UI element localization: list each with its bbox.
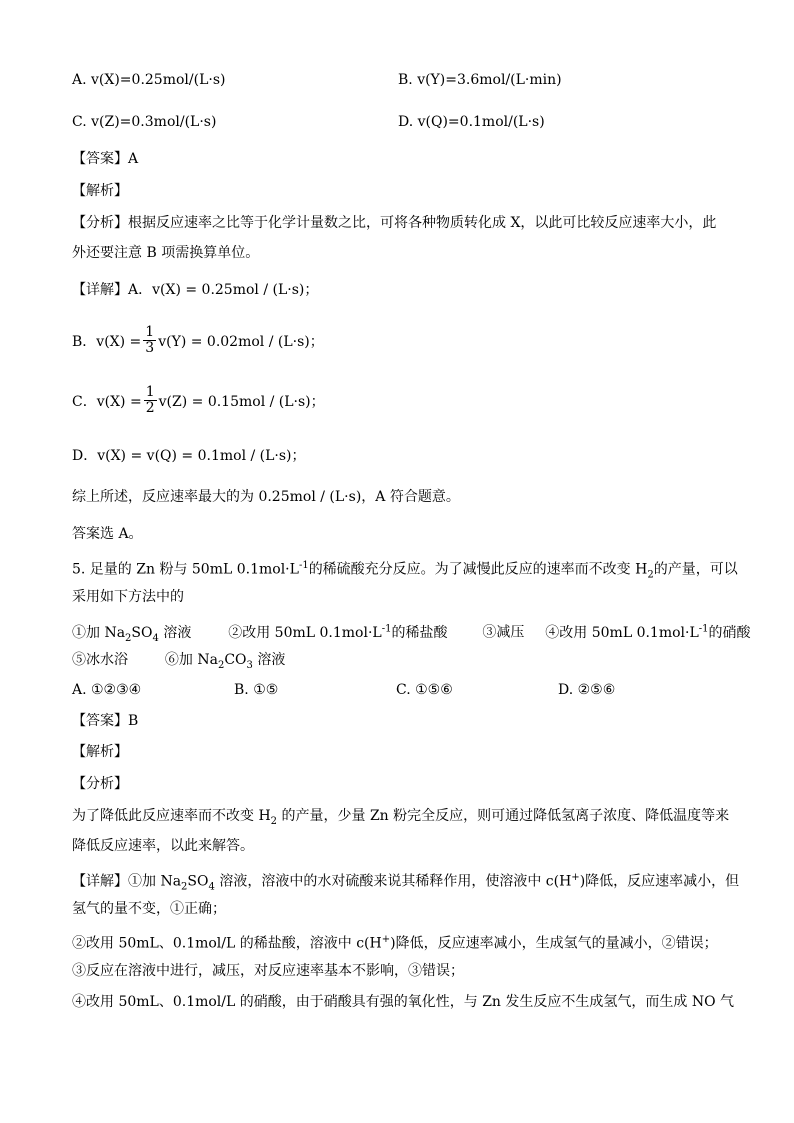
q4-detail-c-post: v(Z) = 0.15mol / (L·s)； (158, 393, 325, 410)
superscript: -1 (298, 560, 309, 571)
superscript: -1 (698, 623, 709, 634)
q5-detail-line-2: 氢气的量不变，①正确； (72, 901, 226, 917)
text: 溶液，溶液中的水对硫酸来说其稀释作用，使溶液中 c(H (214, 873, 572, 890)
text: )降低，反应速率减小，生成氢气的量减小，②错误； (390, 935, 718, 952)
text: ④改用 50mL 0.1mol·L (545, 624, 699, 641)
q5-detail-line-3 (72, 930, 718, 954)
text: CO (224, 652, 247, 668)
text: SO (131, 624, 153, 641)
subscript: 4 (152, 632, 159, 644)
subscript: 2 (270, 815, 278, 827)
q4-detail-d: D．v(X) = v(Q) = 0.1mol / (L·s)； (72, 448, 306, 464)
q5-fenxi-line-2: 降低反应速率，以此来解答。 (72, 838, 254, 854)
fraction-numerator: 1 (145, 324, 155, 340)
superscript: -1 (381, 623, 392, 634)
q4-fenxi-line-2: 外还要注意 B 项需换算单位。 (72, 245, 260, 261)
q5-method-2 (228, 625, 447, 641)
text: 的硝酸 (708, 624, 751, 641)
subscript: 2 (125, 632, 132, 644)
q4-fenxi-line-1: 【分析】根据反应速率之比等于化学计量数之比，可将各种物质转化成 X，以此可比较反应速率大小，此 (72, 215, 717, 231)
fraction-denominator: 2 (145, 400, 155, 416)
text: ②改用 50mL 0.1mol·L (228, 624, 382, 641)
q5-stem-line-1 (72, 556, 738, 585)
q5-option-b: B. ①⑤ (234, 682, 279, 698)
text: SO (187, 873, 209, 890)
fraction-denominator: 3 (145, 340, 155, 356)
q4-detail-b (72, 325, 324, 356)
subscript: 4 (208, 881, 215, 893)
superscript: + (381, 934, 391, 945)
q4-analysis-label: 【解析】 (72, 183, 128, 199)
q4-option-b: B. v(Y)=3.6mol/(L·min) (398, 72, 562, 88)
q4-summary: 综上所述，反应速率最大的为 0.25mol / (L·s)，A 符合题意。 (72, 489, 460, 505)
q5-answer: 【答案】B (72, 713, 139, 729)
text: 【详解】①加 Na (72, 873, 182, 890)
q5-method-4 (545, 625, 750, 641)
text: 溶液 (158, 624, 192, 641)
q5-stem-text: 的稀硫酸充分反应。为了减慢此反应的速率而不改变 H (308, 561, 648, 578)
text: 为了降低此反应速率而不改变 H (72, 808, 271, 824)
text: )降低，反应速率减小，但 (579, 873, 740, 890)
text: ①加 Na (72, 624, 126, 641)
q5-method-3: ③减压 (482, 624, 525, 641)
q5-methods-line-1 (72, 619, 751, 648)
q5-fenxi-line-1 (72, 806, 729, 832)
q4-option-c: C. v(Z)=0.3mol/(L·s) (72, 114, 217, 130)
text: 的产量，少量 Zn 粉完全反应，则可通过降低氢离子浓度、降低温度等来 (277, 808, 730, 824)
q5-stem-line-2: 采用如下方法中的 (72, 589, 184, 605)
fraction-one-third (143, 325, 156, 356)
q5-detail-line-4: ③反应在溶液中进行，减压，对反应速率基本不影响，③错误； (72, 963, 464, 979)
q4-option-a: A. v(X)=0.25mol/(L·s) (72, 72, 226, 88)
q4-detail-b-post: v(Y) = 0.02mol / (L·s)； (158, 333, 324, 350)
q4-detail-c-pre: C．v(X) = (72, 393, 142, 410)
fraction-one-half (144, 385, 157, 416)
q5-option-d: D. ②⑤⑥ (558, 682, 616, 698)
q5-fenxi-label: 【分析】 (72, 776, 128, 792)
q4-option-d: D. v(Q)=0.1mol/(L·s) (398, 114, 545, 130)
q5-stem-text: 的产量，可以 (653, 561, 738, 578)
q4-detail-a: 【详解】A．v(X) = 0.25mol / (L·s)； (72, 282, 319, 298)
q5-method-1 (72, 624, 192, 644)
superscript: + (571, 872, 580, 883)
text: 的稀盐酸 (391, 624, 448, 641)
q5-method-6 (164, 652, 286, 671)
q5-method-5: ⑤冰水浴 (72, 652, 128, 668)
subscript: 2 (647, 569, 654, 581)
subscript: 3 (246, 659, 253, 671)
q5-option-c: C. ①⑤⑥ (396, 682, 453, 698)
q5-methods-line-2 (72, 650, 285, 676)
q5-option-a: A. ①②③④ (72, 682, 142, 698)
text: 溶液 (252, 652, 286, 668)
subscript: 2 (181, 881, 188, 893)
q4-final-answer: 答案选 A。 (72, 526, 143, 542)
subscript: 2 (217, 659, 225, 671)
text: ⑥加 Na (164, 652, 218, 668)
q5-detail-line-1 (72, 868, 739, 897)
q5-detail-line-5: ④改用 50mL、0.1mol/L 的硝酸，由于硝酸具有强的氧化性，与 Zn 发生反应不生成氢气，而生成 NO 气 (72, 994, 735, 1010)
q5-stem-text: 5. 足量的 Zn 粉与 50mL 0.1mol·L (72, 561, 299, 578)
q4-detail-c (72, 385, 325, 416)
text: ②改用 50mL、0.1mol/L 的稀盐酸，溶液中 c(H (72, 935, 382, 952)
fraction-numerator: 1 (145, 384, 155, 400)
q5-analysis-label: 【解析】 (72, 744, 128, 760)
q4-answer: 【答案】A (72, 151, 139, 167)
q4-detail-b-pre: B．v(X) = (72, 333, 142, 350)
